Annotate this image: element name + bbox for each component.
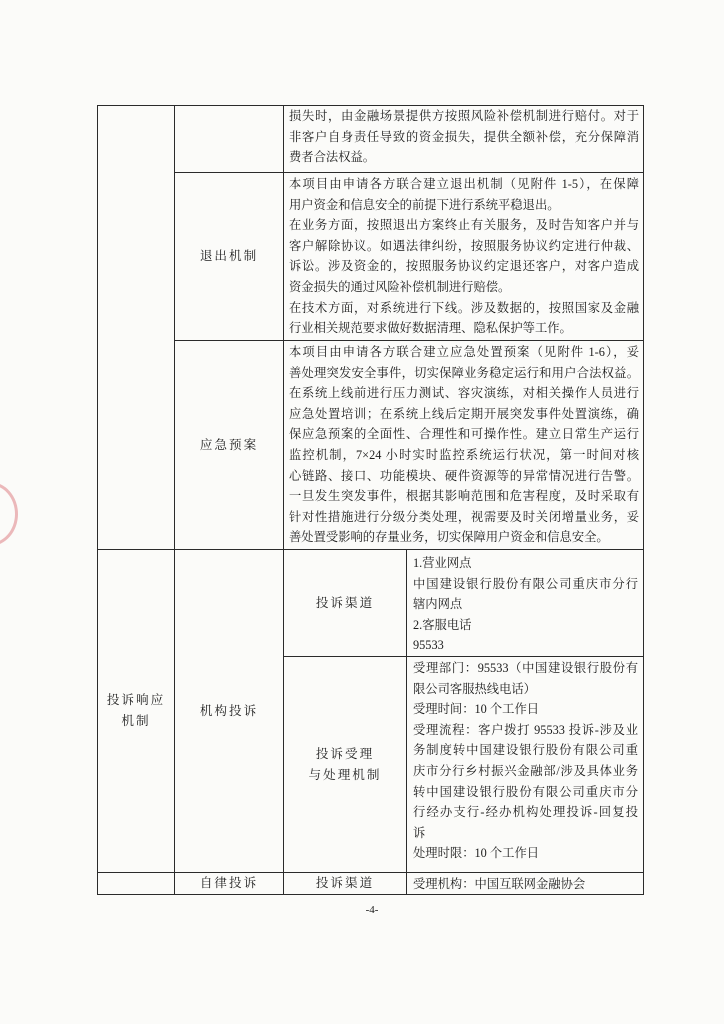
- text-line: 受理部门：95533（中国建设银行股份有: [413, 661, 638, 675]
- text-line: 在技术方面，对系统进行下线。涉及数据的，按照国家及金融: [289, 300, 639, 315]
- text-line: 中国建设银行股份有限公司重庆市分行: [413, 576, 638, 591]
- institutional-complaint-label: [174, 549, 284, 873]
- table-cell-empty: [97, 105, 175, 550]
- complaint-handling-text: [406, 656, 644, 873]
- text-line: 1.营业网点: [413, 556, 472, 570]
- text-line: 在系统上线前进行压力测试、容灾演练，对相关操作人员进行: [289, 386, 639, 401]
- complaint-handling-label: [283, 656, 407, 873]
- complaint-mechanism-label-line: 投诉响应: [106, 693, 166, 707]
- text-line: 善处理突发安全事件，切实保障业务稳定运行和用户合法权益。: [289, 365, 639, 380]
- risk-compensation-text: [283, 105, 644, 173]
- self-regulatory-channel-text: [406, 872, 644, 895]
- text-line: 95533: [413, 638, 444, 653]
- text-line: 针对性措施进行分级分类处理，视需要及时关闭增量业务，妥: [289, 509, 639, 524]
- text-line: 受理时间：10 个工作日: [413, 702, 540, 717]
- text-line: 庆市分行乡村振兴金融部/涉及具体业务: [413, 763, 638, 778]
- self-regulatory-channel-label-text: 投诉渠道: [315, 876, 375, 890]
- complaint-handling-label-line: 与处理机制: [308, 767, 382, 782]
- text-line: 受理流程：客户拨打 95533 投诉-涉及业: [413, 722, 638, 737]
- table-cell-empty: [174, 105, 284, 173]
- exit-mechanism-label-text: 退出机制: [199, 249, 259, 263]
- text-line: 损失时，由金融场景提供方按照风险补偿机制进行赔付。对于: [289, 109, 639, 123]
- text-line: 费者合法权益。: [289, 150, 376, 165]
- table-cell-empty: [97, 872, 175, 895]
- emergency-plan-label-text: 应急预案: [199, 437, 259, 452]
- text-line: 心链路、接口、功能模块、硬件资源等的异常情况进行告警。: [289, 468, 639, 483]
- text-line: 资金损失的通过风险补偿机制进行赔偿。: [289, 279, 511, 294]
- complaint-mechanism-label: [97, 549, 175, 873]
- exit-mechanism-text: [283, 172, 644, 341]
- complaint-mechanism-label-line: 机制: [121, 714, 151, 728]
- seal-fragment: [0, 482, 18, 546]
- self-regulatory-channel-label: [283, 872, 407, 895]
- text-line: 诉讼。涉及资金的，按照服务协议约定退还客户，对客户造成: [289, 259, 639, 274]
- emergency-plan-label: [174, 340, 284, 550]
- text-line: 监控机制，7×24 小时实时监控系统运行状况，第一时间对核: [289, 447, 639, 462]
- exit-mechanism-label: [174, 172, 284, 341]
- institutional-complaint-label-text: 机构投诉: [199, 703, 259, 718]
- self-regulatory-complaint-label: [174, 872, 284, 895]
- text-line: 限公司客服热线电话）: [413, 681, 536, 696]
- text-line: 保应急预案的全面性、合理性和可操作性。建立日常生产运行: [289, 427, 639, 442]
- text-line: 一旦发生突发事件，根据其影响范围和危害程度，及时采取有: [289, 489, 639, 504]
- text-line: 受理机构：中国互联网金融协会: [413, 877, 586, 891]
- page-number: -4-: [365, 904, 379, 916]
- emergency-plan-text: [283, 340, 644, 550]
- text-line: 务制度转中国建设银行股份有限公司重: [413, 743, 638, 758]
- text-line: 善处置受影响的存量业务，切实保障用户资金和信息安全。: [289, 530, 609, 545]
- self-regulatory-complaint-label-text: 自律投诉: [199, 876, 259, 890]
- text-line: 行经办支行-经办机构处理投诉-回复投: [413, 805, 638, 820]
- text-line: 转中国建设银行股份有限公司重庆市分: [413, 784, 638, 799]
- complaint-channel-label-text: 投诉渠道: [315, 595, 375, 610]
- text-line: 用户资金和信息安全的前提下进行系统平稳退出。: [289, 197, 560, 212]
- text-line: 2.客服电话: [413, 617, 472, 632]
- complaint-channel-text: [406, 549, 644, 657]
- text-line: 本项目由申请各方联合建立应急处置预案（见附件 1-6），妥: [289, 345, 639, 359]
- text-line: 本项目由申请各方联合建立退出机制（见附件 1-5），在保障: [289, 177, 639, 191]
- complaint-handling-label-line: 投诉受理: [315, 746, 375, 761]
- text-line: 处理时限：10 个工作日: [413, 846, 540, 861]
- complaint-channel-label: [283, 549, 407, 657]
- text-line: 在业务方面，按照退出方案终止有关服务，及时告知客户并与: [289, 218, 639, 233]
- text-line: 辖内网点: [413, 597, 463, 612]
- text-line: 非客户自身责任导致的资金损失，提供全额补偿，充分保障消: [289, 129, 639, 144]
- text-line: 应急处置培训；在系统上线后定期开展突发事件处置演练，确: [289, 406, 639, 421]
- text-line: 诉: [413, 825, 426, 840]
- text-line: 客户解除协议。如遇法律纠纷，按照服务协议约定进行仲裁、: [289, 238, 639, 253]
- text-line: 行业相关规范要求做好数据清理、隐私保护等工作。: [289, 321, 572, 336]
